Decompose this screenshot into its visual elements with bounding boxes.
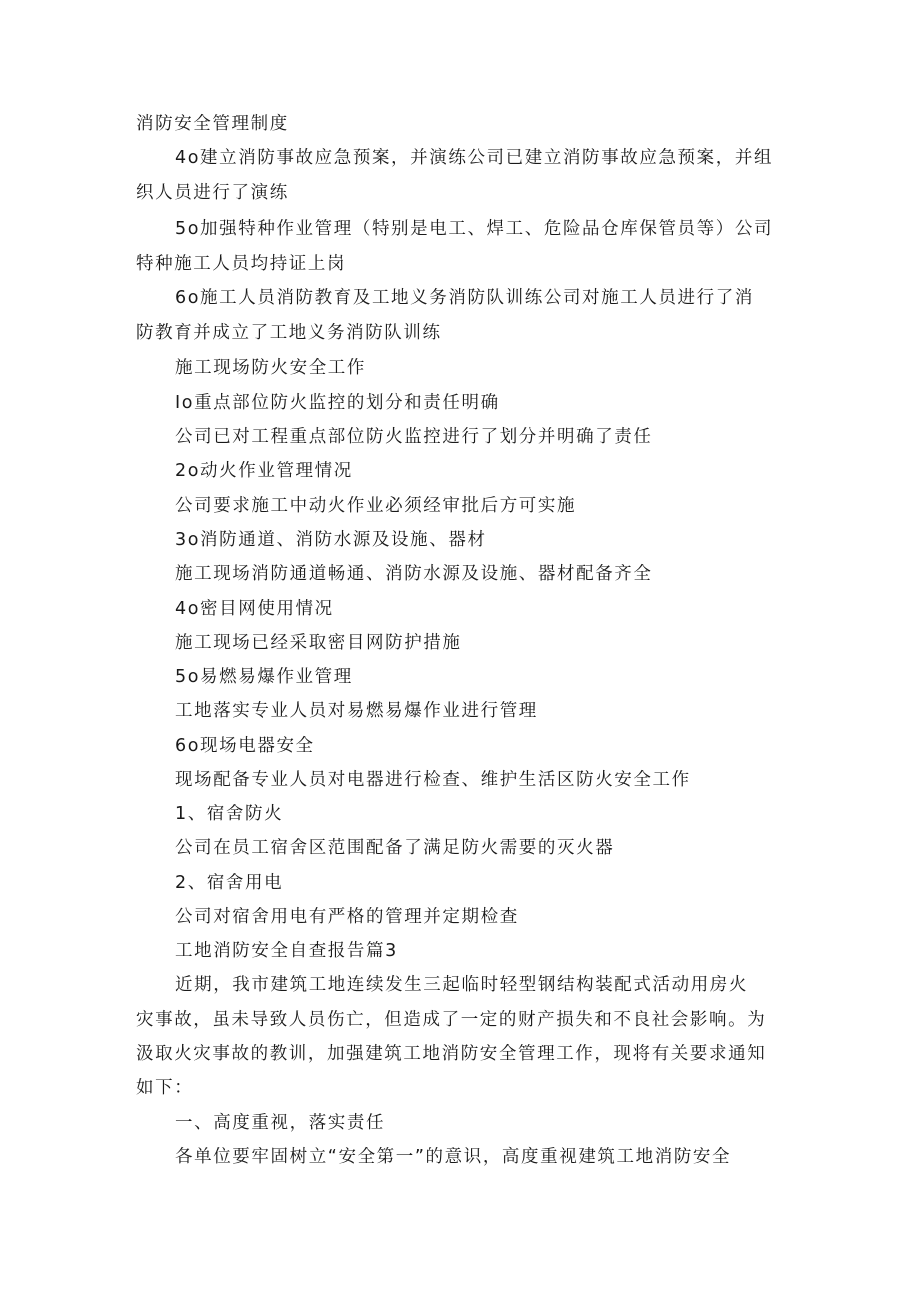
text-line: 如下： bbox=[136, 1078, 194, 1098]
text-line: 公司已对工程重点部位防火监控进行了划分并明确了责任 bbox=[175, 427, 653, 447]
text-line: 各单位要牢固树立“安全第一”的意识，高度重视建筑工地消防安全 bbox=[175, 1147, 732, 1167]
text-line: 施工现场消防通道畅通、消防水源及设施、器材配备齐全 bbox=[175, 564, 653, 584]
text-line: 防教育并成立了工地义务消防队训练 bbox=[136, 323, 442, 343]
text-line: 工地落实专业人员对易燃易爆作业进行管理 bbox=[175, 701, 538, 721]
section-heading: 施工现场防火安全工作 bbox=[175, 358, 366, 378]
text-line: 织人员进行了演练 bbox=[136, 183, 289, 203]
text-line: 3o消防通道、消防水源及设施、器材 bbox=[175, 530, 487, 550]
text-line: 5o加强特种作业管理（特别是电工、焊工、危险品仓库保管员等）公司 bbox=[175, 219, 774, 239]
text-line: 公司在员工宿舍区范围配备了满足防火需要的灭火器 bbox=[175, 838, 615, 858]
text-line: 汲取火灾事故的教训，加强建筑工地消防安全管理工作，现将有关要求通知 bbox=[136, 1044, 767, 1064]
text-line: 公司对宿舍用电有严格的管理并定期检查 bbox=[175, 907, 519, 927]
text-line: 1、宿舍防火 bbox=[175, 804, 284, 824]
text-line: 6o施工人员消防教育及工地义务消防队训练公司对施工人员进行了消 bbox=[175, 288, 754, 308]
text-line: 消防安全管理制度 bbox=[136, 114, 289, 134]
text-line: 近期，我市建筑工地连续发生三起临时轻型钢结构装配式活动用房火 bbox=[175, 975, 748, 995]
text-line: 施工现场已经采取密目网防护措施 bbox=[175, 633, 462, 653]
text-line: 现场配备专业人员对电器进行检查、维护生活区防火安全工作 bbox=[175, 770, 691, 790]
text-line: Io重点部位防火监控的划分和责任明确 bbox=[175, 393, 500, 413]
text-line: 灾事故，虽未导致人员伤亡，但造成了一定的财产损失和不良社会影响。为 bbox=[136, 1010, 767, 1030]
text-line: 4o密目网使用情况 bbox=[175, 599, 334, 619]
text-line: 6o现场电器安全 bbox=[175, 736, 315, 756]
section-heading: 工地消防安全自查报告篇3 bbox=[175, 941, 398, 961]
text-line: 特种施工人员均持证上岗 bbox=[136, 254, 347, 274]
text-line: 5o易燃易爆作业管理 bbox=[175, 667, 353, 687]
text-line: 一、高度重视，落实责任 bbox=[175, 1113, 386, 1133]
text-line: 公司要求施工中动火作业必须经审批后方可实施 bbox=[175, 496, 577, 516]
text-line: 2、宿舍用电 bbox=[175, 873, 284, 893]
text-line: 4o建立消防事故应急预案，并演练公司已建立消防事故应急预案，并组 bbox=[175, 148, 774, 168]
text-line: 2o动火作业管理情况 bbox=[175, 461, 353, 481]
